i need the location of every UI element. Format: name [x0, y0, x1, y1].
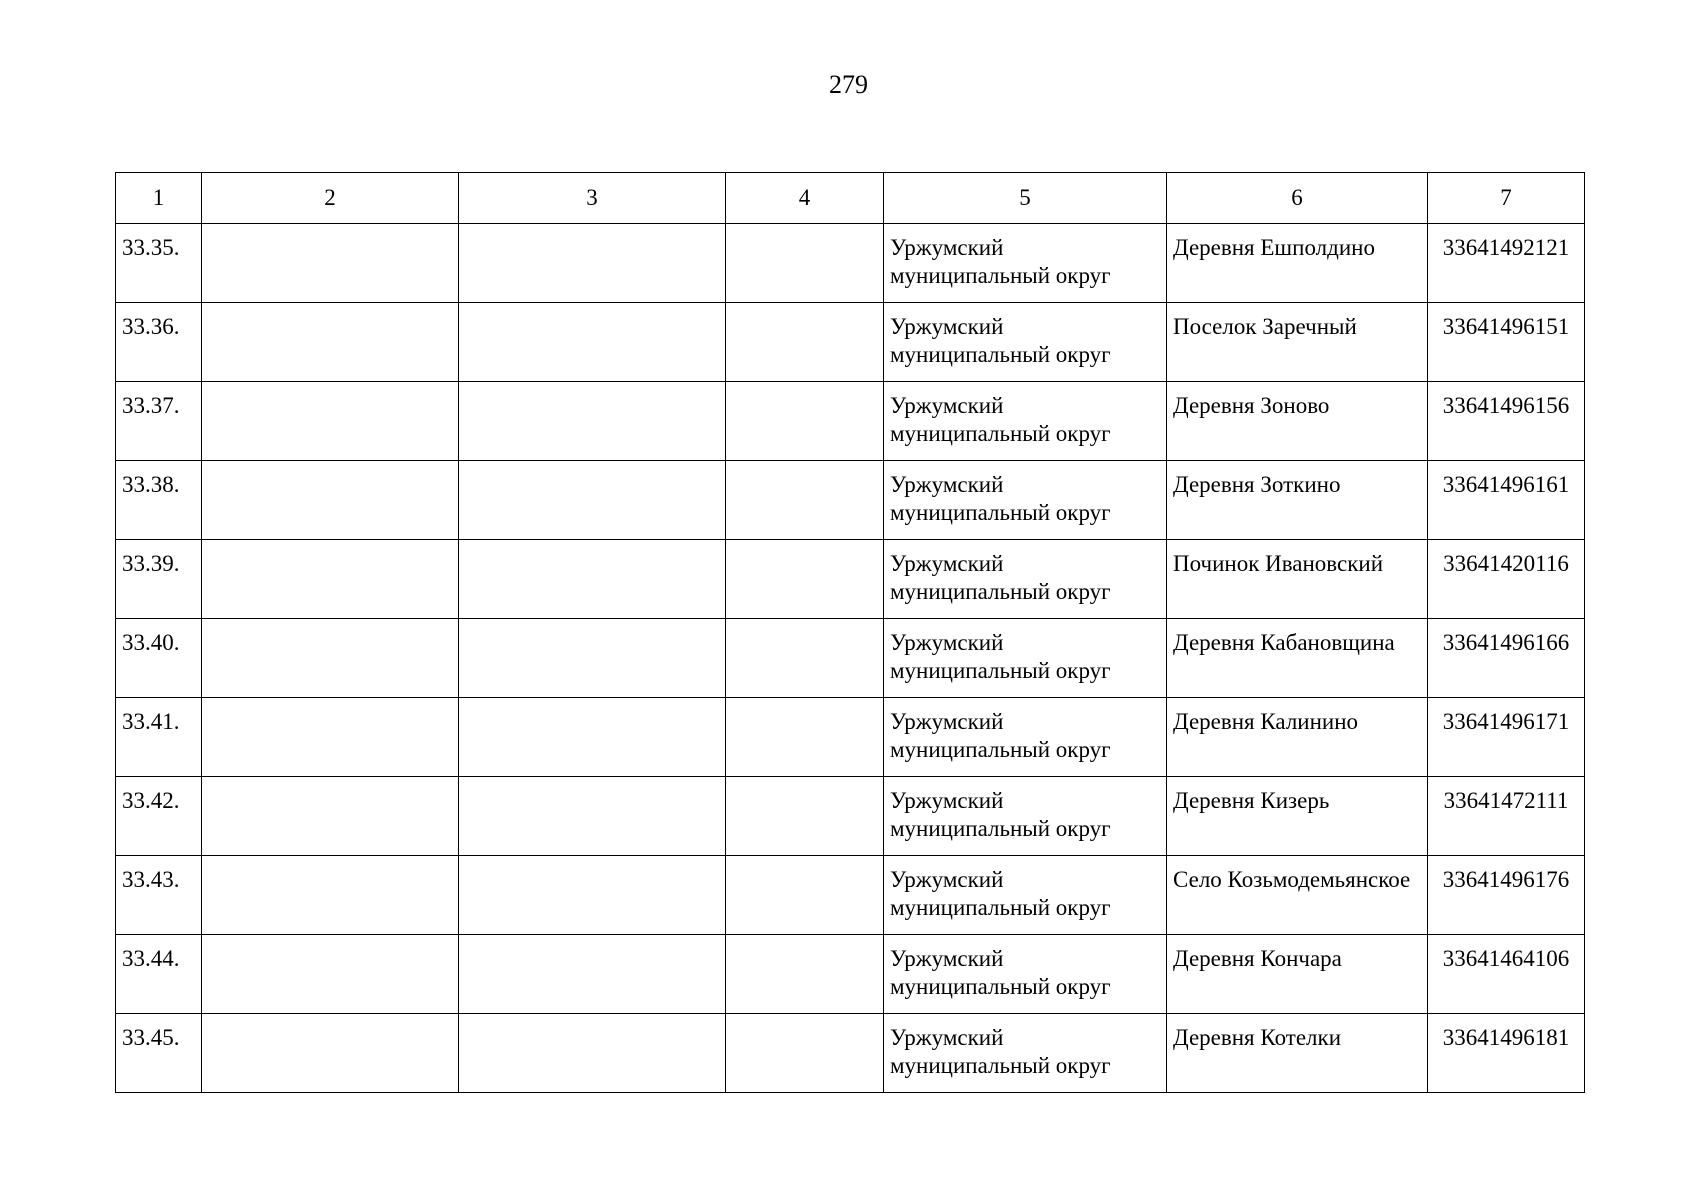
empty-cell — [459, 935, 726, 1014]
empty-cell — [202, 540, 459, 619]
row-number-cell: 33.37. — [116, 382, 202, 461]
table-row — [116, 382, 1585, 461]
page-number: 279 — [829, 70, 868, 99]
oktmo-code-cell: 33641496176 — [1428, 856, 1585, 935]
table-row — [116, 540, 1585, 619]
empty-cell — [726, 303, 884, 382]
row-number-cell: 33.41. — [116, 698, 202, 777]
oktmo-code-cell: 33641496166 — [1428, 619, 1585, 698]
empty-cell — [726, 619, 884, 698]
settlements-table — [115, 172, 1585, 1093]
oktmo-code-cell: 33641496161 — [1428, 461, 1585, 540]
district-cell: Уржумский муниципальный округ — [884, 619, 1167, 698]
column-header: 5 — [884, 173, 1167, 224]
oktmo-code-cell: 33641492121 — [1428, 224, 1585, 303]
empty-cell — [459, 777, 726, 856]
oktmo-code-cell: 33641496151 — [1428, 303, 1585, 382]
oktmo-code-cell: 33641420116 — [1428, 540, 1585, 619]
district-cell: Уржумский муниципальный округ — [884, 224, 1167, 303]
column-header: 1 — [116, 173, 202, 224]
settlement-cell: Деревня Котелки — [1167, 1014, 1428, 1093]
row-number-cell: 33.42. — [116, 777, 202, 856]
oktmo-code-cell: 33641496181 — [1428, 1014, 1585, 1093]
row-number-cell: 33.39. — [116, 540, 202, 619]
settlement-cell: Село Козьмодемьянское — [1167, 856, 1428, 935]
settlement-cell: Деревня Кабановщина — [1167, 619, 1428, 698]
empty-cell — [202, 224, 459, 303]
empty-cell — [726, 540, 884, 619]
settlement-cell: Деревня Зоново — [1167, 382, 1428, 461]
district-cell: Уржумский муниципальный округ — [884, 698, 1167, 777]
district-cell: Уржумский муниципальный округ — [884, 382, 1167, 461]
oktmo-code-cell: 33641496171 — [1428, 698, 1585, 777]
table-row — [116, 935, 1585, 1014]
header-row — [116, 173, 1585, 224]
empty-cell — [459, 540, 726, 619]
table-body — [116, 224, 1585, 1093]
table-row — [116, 1014, 1585, 1093]
table-row — [116, 856, 1585, 935]
table-row — [116, 619, 1585, 698]
empty-cell — [202, 382, 459, 461]
row-number-cell: 33.35. — [116, 224, 202, 303]
row-number-cell: 33.43. — [116, 856, 202, 935]
district-cell: Уржумский муниципальный округ — [884, 935, 1167, 1014]
oktmo-code-cell: 33641472111 — [1428, 777, 1585, 856]
settlement-cell: Поселок Заречный — [1167, 303, 1428, 382]
district-cell: Уржумский муниципальный округ — [884, 856, 1167, 935]
empty-cell — [726, 1014, 884, 1093]
district-cell: Уржумский муниципальный округ — [884, 303, 1167, 382]
district-cell: Уржумский муниципальный округ — [884, 1014, 1167, 1093]
empty-cell — [202, 303, 459, 382]
district-cell: Уржумский муниципальный округ — [884, 777, 1167, 856]
row-number-cell: 33.36. — [116, 303, 202, 382]
empty-cell — [459, 303, 726, 382]
row-number-cell: 33.38. — [116, 461, 202, 540]
row-number-cell: 33.45. — [116, 1014, 202, 1093]
column-header: 3 — [459, 173, 726, 224]
empty-cell — [726, 382, 884, 461]
empty-cell — [202, 698, 459, 777]
empty-cell — [459, 224, 726, 303]
empty-cell — [202, 1014, 459, 1093]
empty-cell — [202, 619, 459, 698]
table-row — [116, 698, 1585, 777]
district-cell: Уржумский муниципальный округ — [884, 461, 1167, 540]
table-row — [116, 224, 1585, 303]
column-header: 2 — [202, 173, 459, 224]
empty-cell — [726, 698, 884, 777]
empty-cell — [459, 856, 726, 935]
empty-cell — [459, 1014, 726, 1093]
oktmo-code-cell: 33641464106 — [1428, 935, 1585, 1014]
empty-cell — [726, 224, 884, 303]
empty-cell — [459, 461, 726, 540]
settlement-cell: Деревня Зоткино — [1167, 461, 1428, 540]
settlement-cell: Деревня Калинино — [1167, 698, 1428, 777]
settlement-cell: Деревня Ешполдино — [1167, 224, 1428, 303]
settlement-cell: Деревня Кончара — [1167, 935, 1428, 1014]
settlement-cell: Починок Ивановский — [1167, 540, 1428, 619]
empty-cell — [459, 698, 726, 777]
empty-cell — [202, 935, 459, 1014]
column-header: 7 — [1428, 173, 1585, 224]
empty-cell — [202, 856, 459, 935]
settlement-cell: Деревня Кизерь — [1167, 777, 1428, 856]
column-header: 4 — [726, 173, 884, 224]
column-header: 6 — [1167, 173, 1428, 224]
empty-cell — [726, 935, 884, 1014]
empty-cell — [459, 619, 726, 698]
empty-cell — [459, 382, 726, 461]
row-number-cell: 33.44. — [116, 935, 202, 1014]
table-row — [116, 303, 1585, 382]
empty-cell — [726, 461, 884, 540]
empty-cell — [726, 777, 884, 856]
empty-cell — [202, 461, 459, 540]
empty-cell — [202, 777, 459, 856]
oktmo-code-cell: 33641496156 — [1428, 382, 1585, 461]
empty-cell — [726, 856, 884, 935]
row-number-cell: 33.40. — [116, 619, 202, 698]
district-cell: Уржумский муниципальный округ — [884, 540, 1167, 619]
table-row — [116, 777, 1585, 856]
table-row — [116, 461, 1585, 540]
